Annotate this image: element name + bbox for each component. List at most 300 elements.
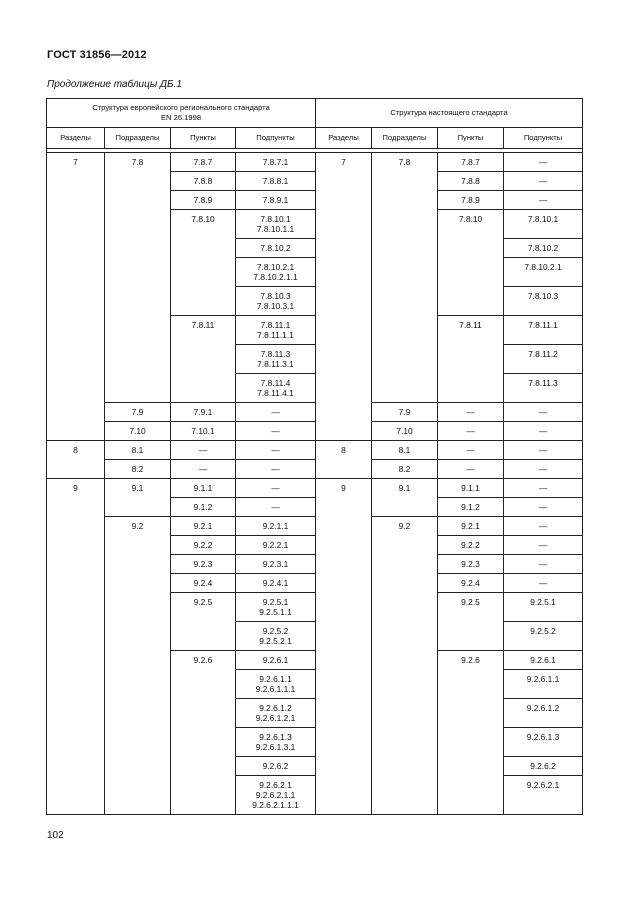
document-title: ГОСТ 31856—2012: [47, 49, 147, 61]
table-cell: [316, 776, 372, 815]
table-cell: [236, 422, 316, 441]
table-cell: [438, 479, 504, 498]
cell-text: [372, 555, 437, 559]
cell-text: 7.8.7: [461, 157, 480, 167]
table-cell: [236, 498, 316, 517]
table-cell: [372, 258, 438, 287]
cell-text: [105, 757, 170, 761]
cell-text: 7.8.8: [461, 176, 480, 186]
table-cell: [47, 258, 105, 287]
cell-text: 8: [73, 445, 78, 455]
table-cell: [504, 153, 583, 172]
cell-text: [47, 239, 104, 243]
cell-text: [438, 345, 503, 349]
table-cell: [105, 555, 171, 574]
table-cell: [372, 374, 438, 403]
cell-text: 7.8.11.2: [528, 349, 558, 359]
cell-text: [47, 728, 104, 732]
table-cell: [504, 776, 583, 815]
table-cell: [504, 422, 583, 441]
table-cell: [171, 574, 236, 593]
cell-text: [438, 239, 503, 243]
cell-text: [171, 374, 235, 378]
cell-text: [47, 651, 104, 655]
cell-text: [105, 345, 170, 349]
table-cell: [316, 374, 372, 403]
cell-text: 9.2: [398, 521, 411, 531]
cell-text: [316, 374, 371, 378]
table-cell: [438, 460, 504, 479]
table-cell: [438, 239, 504, 258]
cell-text: 7.8.11.4 7.8.11.4.1: [257, 378, 294, 398]
cell-text: [171, 757, 235, 761]
table-cell: [171, 728, 236, 757]
table-cell: [236, 191, 316, 210]
table-cell: [504, 479, 583, 498]
col-header: Пункты: [438, 128, 504, 149]
table-cell: [171, 651, 236, 670]
cell-text: —: [538, 445, 548, 455]
table-cell: [236, 593, 316, 622]
col-header: Разделы: [47, 128, 105, 149]
table-cell: [105, 728, 171, 757]
cell-text: —: [271, 445, 280, 455]
table-cell: [236, 460, 316, 479]
cell-text: 9.2.2: [461, 540, 480, 550]
cell-text: 9.2.6.1.3 9.2.6.1.3.1: [255, 732, 296, 752]
table-cell: [372, 479, 438, 498]
cell-text: [316, 699, 371, 703]
table-cell: [105, 191, 171, 210]
table-cell: [504, 172, 583, 191]
cell-text: [372, 191, 437, 195]
cell-text: [316, 536, 371, 540]
cell-text: 9.2.6.1.3: [526, 732, 560, 742]
cell-text: [316, 622, 371, 626]
table-cell: [105, 757, 171, 776]
table-cell: [504, 670, 583, 699]
table-cell: [372, 517, 438, 536]
table-cell: [504, 555, 583, 574]
table-cell: [316, 258, 372, 287]
table-cell: [236, 374, 316, 403]
cell-text: 9.2.5: [461, 597, 480, 607]
table-cell: [438, 622, 504, 651]
cell-text: 7.8.10: [458, 214, 483, 224]
cell-text: [372, 239, 437, 243]
cell-text: [316, 593, 371, 597]
structure-table: [46, 98, 583, 815]
table-cell: [372, 287, 438, 316]
cell-text: [47, 172, 104, 176]
col-header: Подпункты: [236, 128, 316, 149]
cell-text: [372, 172, 437, 176]
table-cell: [105, 574, 171, 593]
table-cell: [236, 479, 316, 498]
table-cell: [438, 517, 504, 536]
table-cell: [236, 670, 316, 699]
cell-text: 7: [73, 157, 78, 167]
cell-text: [105, 670, 170, 674]
cell-text: [438, 670, 503, 674]
table-cell: [504, 728, 583, 757]
table-cell: [47, 316, 105, 345]
cell-text: 9.2.6.1: [530, 655, 556, 665]
table-caption: Продолжение таблицы ДБ.1: [47, 79, 182, 90]
table-cell: [47, 670, 105, 699]
cell-text: [372, 728, 437, 732]
table-cell: [47, 287, 105, 316]
cell-text: 7.8.8: [193, 176, 213, 186]
cell-text: 9.2.1.1: [262, 521, 289, 531]
cell-text: —: [538, 157, 548, 167]
header-european-line-2: EN 26.1998: [160, 113, 202, 122]
cell-text: [171, 728, 235, 732]
cell-text: [105, 498, 170, 502]
table-cell: [504, 699, 583, 728]
table-cell: [171, 536, 236, 555]
cell-text: [47, 517, 104, 521]
table-cell: [47, 403, 105, 422]
table-cell: [171, 422, 236, 441]
table-cell: [171, 460, 236, 479]
table-cell: [372, 403, 438, 422]
table-cell: [438, 728, 504, 757]
table-cell: [316, 316, 372, 345]
table-row: [47, 728, 583, 757]
cell-text: 9.2.1: [461, 521, 480, 531]
table-cell: [316, 287, 372, 316]
cell-text: [47, 536, 104, 540]
table-cell: [47, 593, 105, 622]
table-cell: [105, 517, 171, 536]
cell-text: [105, 316, 170, 320]
cell-text: [316, 403, 371, 407]
cell-text: —: [466, 464, 475, 474]
cell-text: [316, 287, 371, 291]
table-cell: [236, 536, 316, 555]
table-cell: [47, 191, 105, 210]
table-cell: [504, 287, 583, 316]
table-cell: [438, 191, 504, 210]
cell-text: [316, 498, 371, 502]
cell-text: 7.8.10.2.1 7.8.10.2.1.1: [253, 262, 298, 282]
cell-text: [47, 374, 104, 378]
table-cell: [316, 441, 372, 460]
cell-text: [47, 460, 104, 464]
cell-text: 9.1.2: [193, 502, 213, 512]
table-cell: [47, 757, 105, 776]
cell-text: [47, 403, 104, 407]
cell-text: [316, 670, 371, 674]
table-cell: [372, 536, 438, 555]
cell-text: [171, 776, 235, 780]
cell-text: [47, 593, 104, 597]
cell-text: [372, 776, 437, 780]
table-row: [47, 651, 583, 670]
table-row: [47, 403, 583, 422]
cell-text: [47, 422, 104, 426]
table-cell: [236, 651, 316, 670]
cell-text: [105, 258, 170, 262]
table-cell: [236, 239, 316, 258]
table-row: [47, 479, 583, 498]
table-cell: [504, 239, 583, 258]
cell-text: —: [198, 445, 208, 455]
table-cell: [236, 210, 316, 239]
cell-text: 7.8.11.3 7.8.11.3.1: [257, 349, 294, 369]
table-cell: [236, 172, 316, 191]
table-row: [47, 555, 583, 574]
cell-text: 7.8.11: [191, 320, 215, 330]
table-cell: [236, 287, 316, 316]
cell-text: 9.2.3: [461, 559, 480, 569]
table-cell: [171, 287, 236, 316]
cell-text: [105, 776, 170, 780]
cell-text: [171, 287, 235, 291]
table-cell: [105, 153, 171, 172]
table-cell: [316, 555, 372, 574]
table-cell: [105, 258, 171, 287]
table-cell: [47, 374, 105, 403]
cell-text: [316, 757, 371, 761]
table-cell: [236, 403, 316, 422]
cell-text: [47, 670, 104, 674]
cell-text: [372, 374, 437, 378]
cell-text: [105, 593, 170, 597]
table-cell: [316, 728, 372, 757]
table-row: [47, 441, 583, 460]
table-cell: [504, 345, 583, 374]
table-cell: [372, 153, 438, 172]
cell-text: [47, 287, 104, 291]
table-cell: [504, 651, 583, 670]
table-cell: [372, 757, 438, 776]
table-cell: [504, 191, 583, 210]
cell-text: [372, 536, 437, 540]
cell-text: [372, 316, 437, 320]
cell-text: —: [538, 464, 548, 474]
table-cell: [105, 172, 171, 191]
table-cell: [372, 210, 438, 239]
table-cell: [372, 555, 438, 574]
cell-text: 9.2.6.1.1: [526, 674, 560, 684]
table-cell: [105, 479, 171, 498]
table-cell: [171, 479, 236, 498]
cell-text: [171, 622, 235, 626]
col-header: Пункты: [171, 128, 236, 149]
cell-text: [105, 239, 170, 243]
cell-text: 7.8.10.3: [527, 291, 559, 301]
table-row: [47, 498, 583, 517]
cell-text: [316, 555, 371, 559]
table-cell: [236, 622, 316, 651]
cell-text: [47, 776, 104, 780]
cell-text: 8.2: [398, 464, 411, 474]
cell-text: [171, 345, 235, 349]
table-cell: [438, 498, 504, 517]
table-cell: [47, 210, 105, 239]
table-cell: [171, 699, 236, 728]
table-cell: [171, 670, 236, 699]
cell-text: [372, 574, 437, 578]
cell-text: 7.8.11: [459, 320, 482, 330]
table-cell: [105, 345, 171, 374]
table-cell: [105, 441, 171, 460]
cell-text: [105, 728, 170, 732]
table-cell: [105, 403, 171, 422]
col-header: Разделы: [316, 128, 372, 149]
cell-text: [47, 574, 104, 578]
cell-text: [316, 574, 371, 578]
cell-text: 7.10.1: [191, 426, 215, 436]
table-cell: [316, 479, 372, 498]
table-row: [47, 757, 583, 776]
table-cell: [47, 239, 105, 258]
table-row: [47, 374, 583, 403]
table-cell: [372, 345, 438, 374]
table-cell: [316, 574, 372, 593]
cell-text: 7.8.7.1: [262, 157, 289, 167]
cell-text: —: [538, 195, 548, 205]
page-number: 102: [47, 830, 64, 841]
cell-text: [105, 622, 170, 626]
table-cell: [236, 345, 316, 374]
cell-text: 7: [341, 157, 346, 167]
table-cell: [504, 536, 583, 555]
table-cell: [438, 699, 504, 728]
cell-text: 9.2.6.2: [262, 761, 289, 771]
table-cell: [372, 622, 438, 651]
cell-text: 9.2.6: [193, 655, 213, 665]
table-cell: [438, 374, 504, 403]
cell-text: —: [538, 426, 548, 436]
cell-text: 7.8.9.1: [262, 195, 289, 205]
cell-text: [105, 555, 170, 559]
cell-text: 7.8: [131, 157, 144, 167]
cell-text: [372, 670, 437, 674]
cell-text: —: [271, 464, 280, 474]
table-cell: [372, 776, 438, 815]
table-row: [47, 460, 583, 479]
table-row: [47, 210, 583, 239]
col-header: Подпункты: [504, 128, 583, 149]
table-row: [47, 593, 583, 622]
table-cell: [105, 651, 171, 670]
cell-text: 9.2.6.2.1: [526, 780, 560, 790]
table-row: [47, 239, 583, 258]
cell-text: [372, 287, 437, 291]
cell-text: [438, 287, 503, 291]
table-row: [47, 316, 583, 345]
table-cell: [372, 239, 438, 258]
table-cell: [47, 699, 105, 728]
table-cell: [504, 574, 583, 593]
cell-text: —: [466, 445, 475, 455]
table-cell: [105, 239, 171, 258]
table-row: [47, 536, 583, 555]
table-cell: [236, 316, 316, 345]
cell-text: 7.10: [396, 426, 413, 436]
cell-text: 9.1: [131, 483, 144, 493]
table-cell: [316, 153, 372, 172]
cell-text: 7.8.11.1: [528, 320, 558, 330]
table-cell: [372, 441, 438, 460]
cell-text: —: [538, 502, 548, 512]
cell-text: [47, 757, 104, 761]
table-cell: [438, 316, 504, 345]
table-row: [47, 287, 583, 316]
table-cell: [47, 422, 105, 441]
cell-text: 9: [73, 483, 78, 493]
table-cell: [504, 403, 583, 422]
table-cell: [438, 153, 504, 172]
cell-text: 9.2.2.1: [262, 540, 289, 550]
table-cell: [47, 574, 105, 593]
table-cell: [171, 316, 236, 345]
table-cell: [236, 258, 316, 287]
table-row: [47, 622, 583, 651]
col-header: Подразделы: [372, 128, 438, 149]
table-row: [47, 699, 583, 728]
table-cell: [438, 757, 504, 776]
cell-text: [171, 699, 235, 703]
table-cell: [105, 622, 171, 651]
cell-text: [316, 651, 371, 655]
cell-text: —: [271, 483, 280, 493]
table-cell: [171, 210, 236, 239]
table-cell: [236, 555, 316, 574]
cell-text: —: [271, 502, 280, 512]
table-cell: [105, 670, 171, 699]
table-cell: [316, 422, 372, 441]
cell-text: [47, 498, 104, 502]
cell-text: [171, 670, 235, 674]
table-cell: [438, 670, 504, 699]
table-cell: [316, 191, 372, 210]
table-cell: [105, 287, 171, 316]
table-cell: [171, 555, 236, 574]
table-cell: [236, 699, 316, 728]
table-cell: [236, 757, 316, 776]
table-cell: [438, 776, 504, 815]
cell-text: 7.9: [398, 407, 411, 417]
table-cell: [47, 555, 105, 574]
table-cell: [372, 460, 438, 479]
table-cell: [47, 441, 105, 460]
cell-text: [438, 699, 503, 703]
table-cell: [105, 210, 171, 239]
cell-text: [316, 517, 371, 521]
cell-text: [316, 172, 371, 176]
cell-text: 7.9: [131, 407, 144, 417]
table-cell: [171, 622, 236, 651]
table-cell: [438, 287, 504, 316]
cell-text: [372, 651, 437, 655]
table-cell: [504, 517, 583, 536]
table-cell: [504, 622, 583, 651]
table-cell: [171, 191, 236, 210]
cell-text: [438, 757, 503, 761]
cell-text: 9.2.5.2: [530, 626, 556, 636]
table-cell: [438, 555, 504, 574]
table-cell: [438, 651, 504, 670]
table-cell: [105, 316, 171, 345]
table-cell: [316, 757, 372, 776]
cell-text: [47, 622, 104, 626]
table-row: [47, 172, 583, 191]
cell-text: 7.8.11.1 7.8.11.1.1: [257, 320, 294, 340]
